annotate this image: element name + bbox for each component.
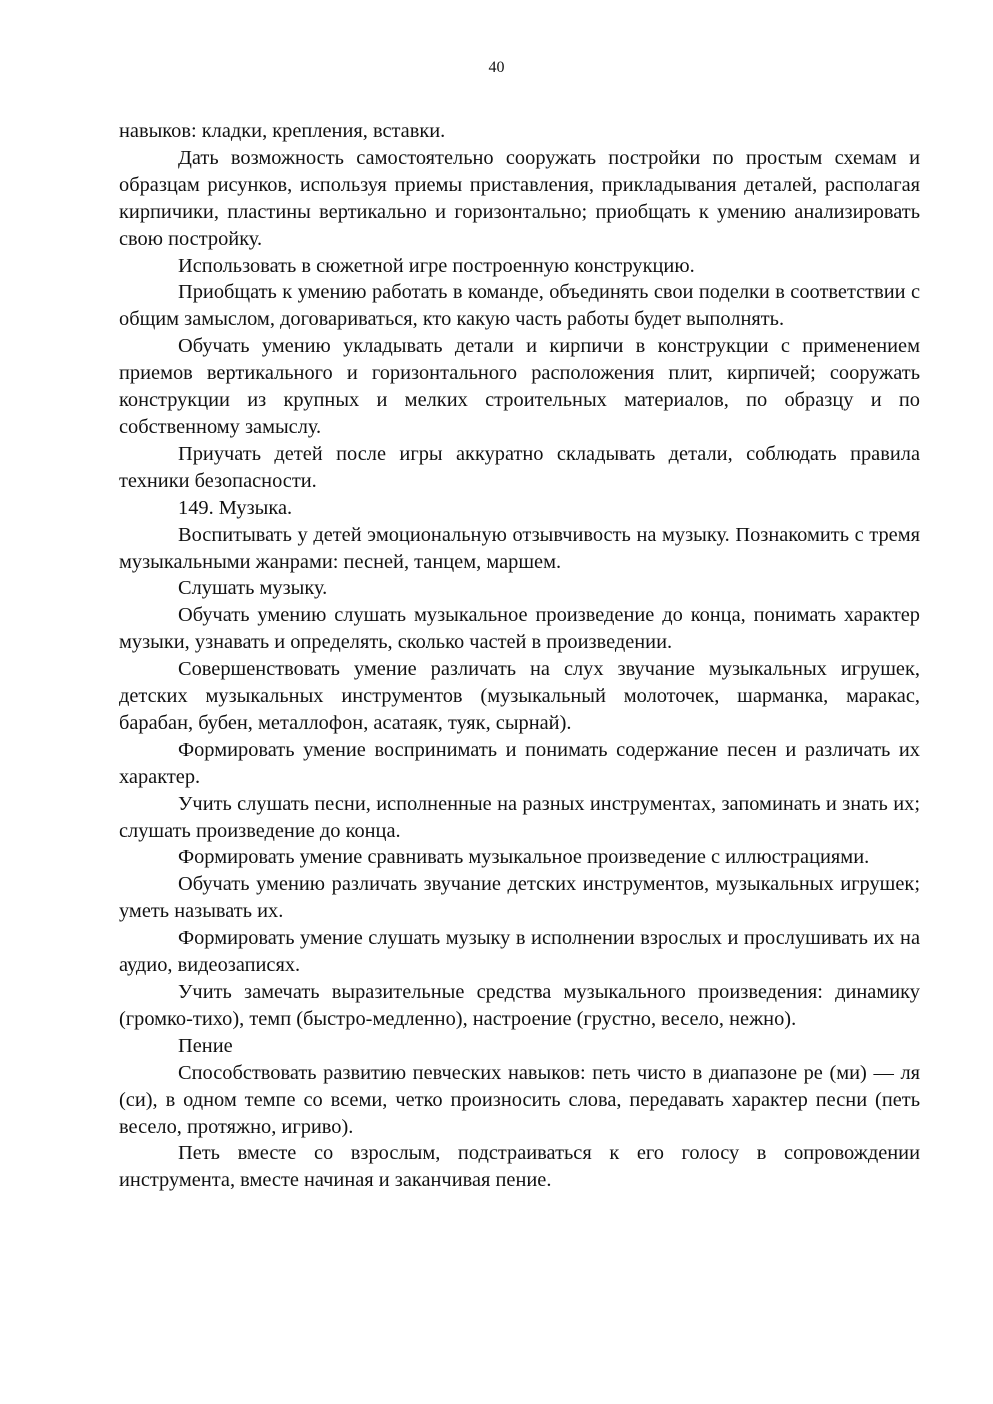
paragraph: Учить слушать песни, исполненные на разных инструментах, запоминать и знать их; слушать произведение до конца. (119, 792, 920, 842)
paragraph: Воспитывать у детей эмоциональную отзывчивость на музыку. Познакомить с тремя музыкальными жанрами: песней, танцем, маршем. (119, 523, 920, 573)
paragraph: Дать возможность самостоятельно сооружать постройки по простым схемам и образцам рисунков, используя приемы приставления, прикладывания деталей, располагая кирпичики, пластины вертикально и горизонтально; приобщать к умению анализировать свою постройку. (119, 146, 920, 250)
paragraph: Использовать в сюжетной игре построенную конструкцию. (178, 254, 695, 277)
section-heading: 149. Музыка. (178, 496, 293, 519)
paragraph: Приобщать к умению работать в команде, объединять свои поделки в соответствии с общим замыслом, договариваться, кто какую часть работы будет выполнять. (119, 281, 920, 331)
paragraph: Обучать умению различать звучание детских инструментов, музыкальных игрушек; уметь называть их. (119, 873, 920, 923)
paragraph: Петь вместе со взрослым, подстраиваться к его голосу в сопровождении инструмента, вместе начиная и заканчивая пение. (119, 1142, 920, 1192)
paragraph: Способствовать развитию певческих навыков: петь чисто в диапазоне ре (ми) — ля (си), в одном темпе со всеми, четко произносить слова, передавать характер песни (петь весело, протяжно, игриво). (119, 1061, 920, 1138)
paragraph: Приучать детей после игры аккуратно складывать детали, соблюдать правила техники безопасности. (119, 442, 920, 492)
subsection-heading: Слушать музыку. (178, 577, 328, 600)
paragraph: Формировать умение слушать музыку в исполнении взрослых и прослушивать их на аудио, видеозаписях. (119, 927, 920, 977)
paragraph: Формировать умение сравнивать музыкальное произведение с иллюстрациями. (178, 846, 870, 869)
paragraph: Обучать умению слушать музыкальное произведение до конца, понимать характер музыки, узнавать и определять, сколько частей в произведении. (119, 604, 920, 654)
paragraph: Учить замечать выразительные средства музыкального произведения: динамику (громко-тихо), темп (быстро-медленно), настроение (грустно, весело, нежно). (119, 981, 920, 1030)
paragraph: навыков: кладки, крепления, вставки. (119, 120, 446, 142)
subsection-heading: Пение (178, 1034, 233, 1057)
page-number: 40 (488, 59, 505, 76)
document-body (119, 118, 920, 1194)
paragraph: Совершенствовать умение различать на слух звучание музыкальных игрушек, детских музыкальных инструментов (музыкальный молоточек, шарманка, маракас, барабан, бубен, металлофон, асатаяк, туяк, сырнай). (119, 658, 920, 734)
paragraph: Обучать умению укладывать детали и кирпичи в конструкции с применением приемов вертикального и горизонтального расположения плит, кирпичей; сооружать конструкции из крупных и мелких строительных материалов, по образцу и по собственному замыслу. (119, 335, 920, 438)
paragraph: Формировать умение воспринимать и понимать содержание песен и различать их характер. (119, 738, 920, 788)
